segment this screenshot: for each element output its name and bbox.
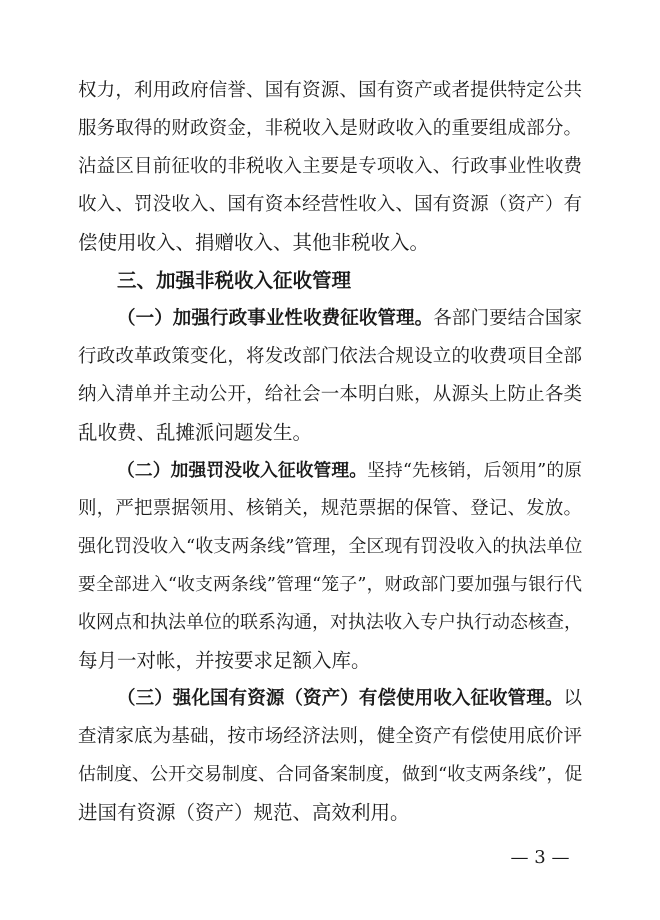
paragraph-first-line	[117, 680, 582, 718]
subheading: （二）加强罚没收入征收管理。	[117, 461, 368, 481]
body-line: 查清家底为基础，按市场经济法则，健全资产有偿使用底价评	[78, 726, 582, 747]
body-line: 进国有资源（资产）规范、高效利用。	[78, 801, 410, 824]
body-line: 强化罚没收入“收支两条线”管理，全区现有罚没收入的执法单位	[78, 536, 583, 557]
body-line: 权力，利用政府信誉、国有资源、国有资产或者提供特定公共	[78, 80, 582, 101]
paragraph-first-line	[117, 452, 582, 490]
body-line: 估制度、公开交易制度、合同备案制度，做到“收支两条线”，促	[78, 764, 583, 785]
body-text: 各部门要结合国家	[433, 308, 582, 329]
body-text: 以	[563, 688, 582, 709]
body-line: 收入、罚没收入、国有资本经营性收入、国有资源（资产）有	[78, 194, 582, 215]
section-heading: 三、加强非税收入征收管理	[117, 269, 352, 292]
body-line: 要全部进入“收支两条线”管理“笼子”，财政部门要加强与银行代	[78, 575, 582, 595]
body-line: 服务取得的财政资金，非税收入是财政收入的重要组成部分。	[78, 118, 582, 139]
subheading: （一）加强行政事业性收费征收管理。	[117, 308, 434, 329]
subheading: （三）强化国有资源（资产）有偿使用收入征收管理。	[117, 688, 564, 709]
body-line: 偿使用收入、捐赠收入、其他非税收入。	[78, 231, 430, 254]
body-line: 沾益区目前征收的非税收入主要是专项收入、行政事业性收费	[78, 156, 582, 177]
body-line: 行政改革政策变化，将发改部门依法合规设立的收费项目全部	[78, 346, 582, 367]
body-text: 坚持“先核销，后领用”的原	[367, 461, 582, 481]
body-line: 纳入清单并主动公开，给社会一本明白账，从源头上防止各类	[78, 384, 582, 405]
body-line: 收网点和执法单位的联系沟通，对执法收入专户执行动态核查，	[78, 612, 582, 633]
body-line: 乱收费、乱摊派问题发生。	[78, 421, 313, 444]
page-number: — 3 —	[510, 847, 570, 868]
paragraph-first-line	[117, 300, 582, 338]
body-line: 则，严把票据领用、核销关，规范票据的保管、登记、发放。	[78, 498, 582, 519]
body-line: 每月一对帐，并按要求足额入库。	[78, 649, 371, 672]
